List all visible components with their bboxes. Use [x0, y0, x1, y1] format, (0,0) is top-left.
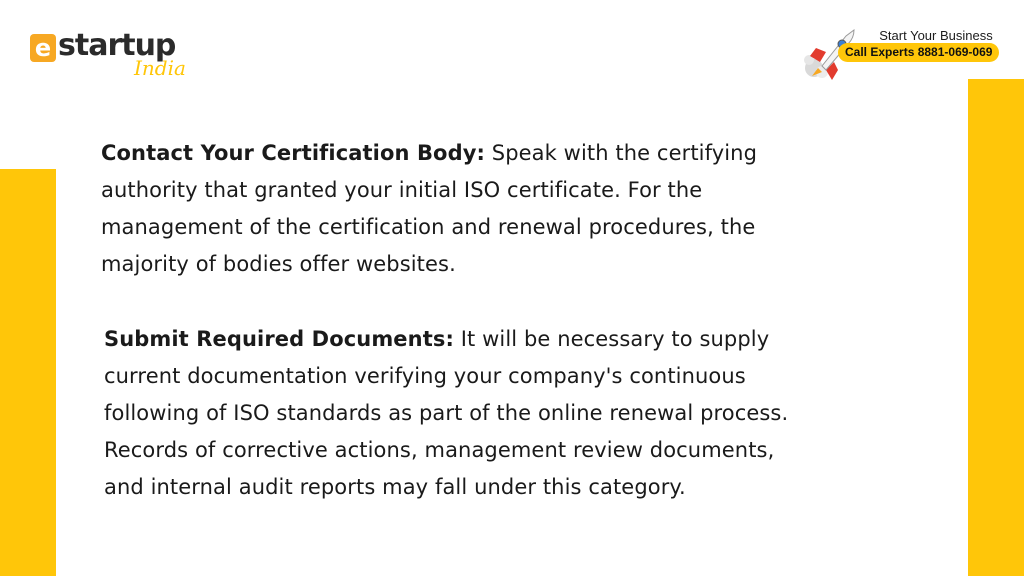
paragraph-line: It will be necessary to supply: [460, 327, 770, 351]
paragraph-line: authority that granted your initial ISO certificate. For the: [101, 178, 703, 202]
paragraph-line: and internal audit reports may fall under this category.: [104, 475, 686, 499]
paragraph-heading: Contact Your Certification Body:: [101, 141, 485, 165]
paragraph-line: following of ISO standards as part of the online renewal process.: [104, 401, 789, 425]
call-experts-banner[interactable]: [800, 26, 1016, 84]
logo-wordmark: startup: [58, 28, 176, 63]
startup-india-logo: [28, 30, 208, 88]
paragraph-line: Records of corrective actions, management review documents,: [104, 438, 775, 462]
paragraph-contact-certification: [101, 135, 901, 283]
cta-start-business: Start Your Business: [879, 28, 993, 43]
left-accent-bar: [0, 169, 56, 576]
logo-script: India: [134, 56, 186, 80]
paragraph-submit-documents: [104, 321, 924, 506]
right-accent-bar: [968, 79, 1024, 576]
paragraph-line: current documentation verifying your company's continuous: [104, 364, 746, 388]
paragraph-line: majority of bodies offer websites.: [101, 252, 456, 276]
cta-call-experts[interactable]: Call Experts 8881-069-069: [838, 43, 999, 62]
paragraph-line: management of the certification and renewal procedures, the: [101, 215, 756, 239]
logo-e-mark: e: [30, 34, 56, 62]
paragraph-line: Speak with the certifying: [491, 141, 758, 165]
paragraph-heading: Submit Required Documents:: [104, 327, 454, 351]
